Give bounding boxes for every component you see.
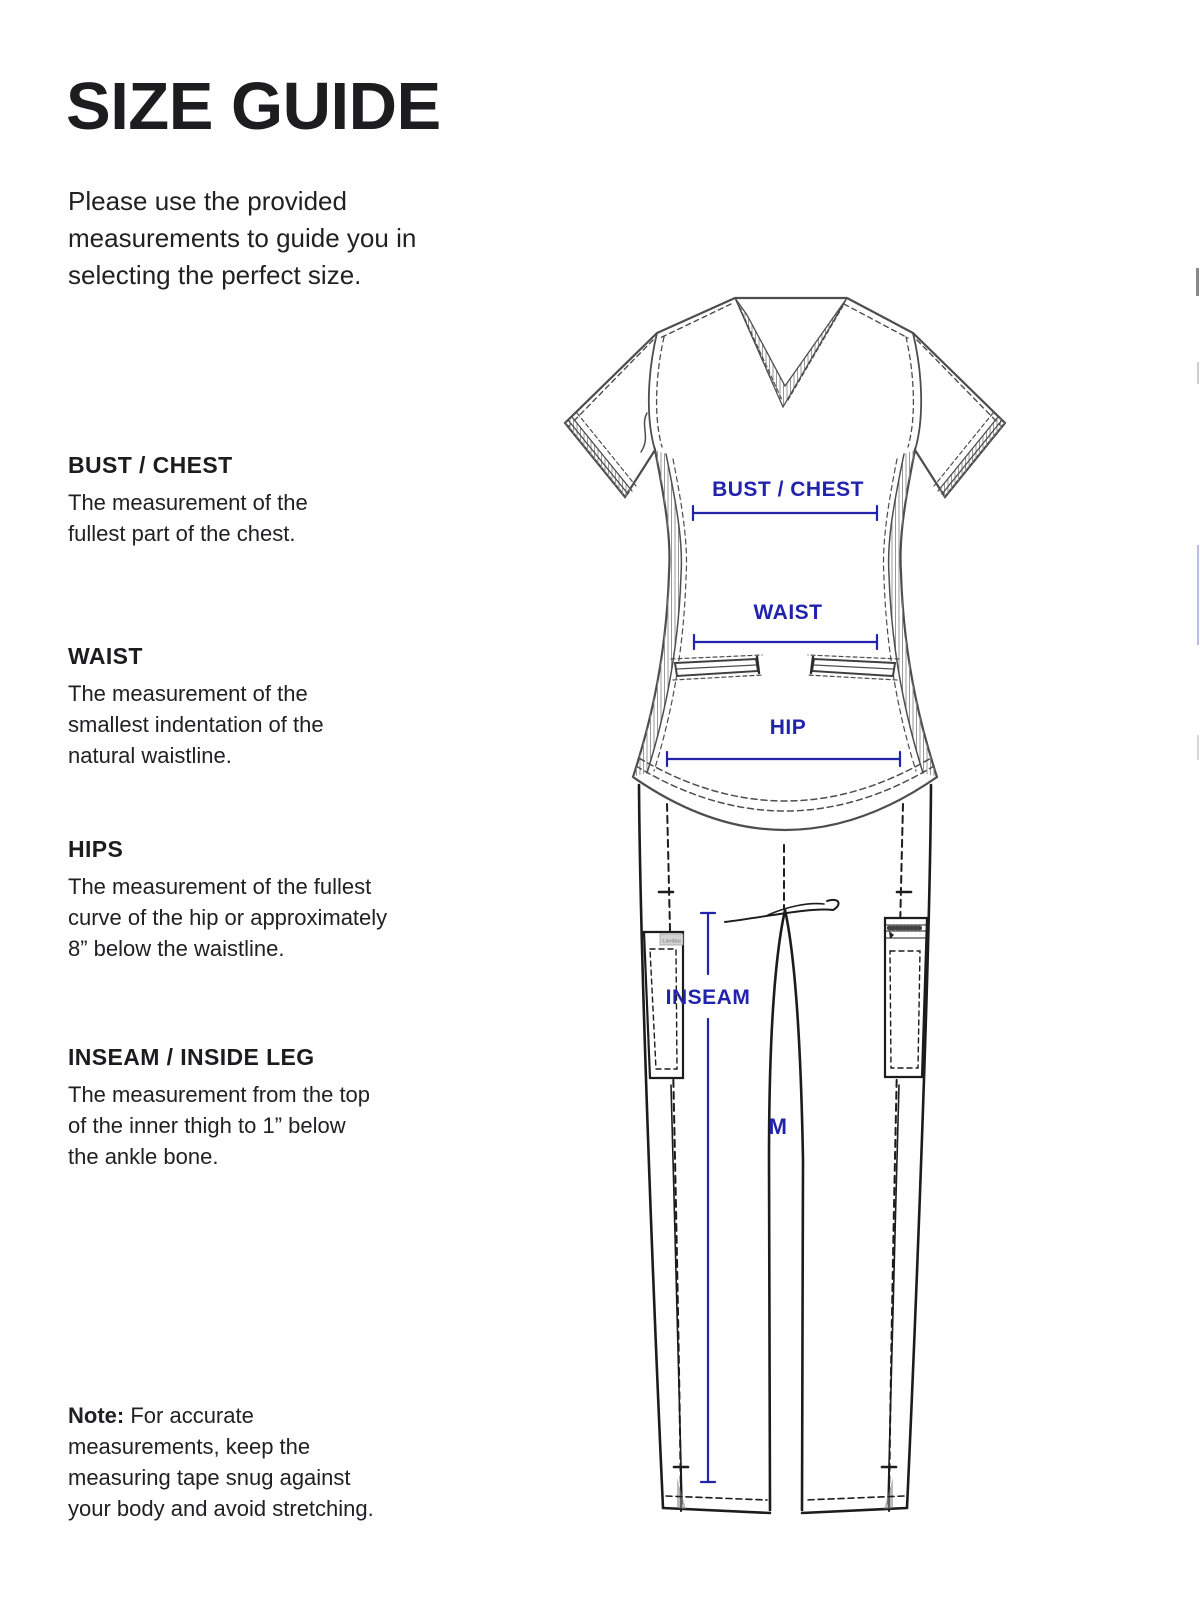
scrub-pants-drawing <box>639 785 931 1513</box>
note-line: your body and avoid stretching. <box>68 1496 374 1521</box>
section-body-line: The measurement from the top <box>68 1082 371 1107</box>
brand-tag: Landau <box>662 938 681 945</box>
page-title: SIZE GUIDE <box>66 69 441 144</box>
intro-line: measurements to guide you in <box>68 223 417 253</box>
note-line <box>68 1400 508 1431</box>
section-body-line: fullest part of the chest. <box>68 521 296 546</box>
section-inseam <box>68 1044 508 1172</box>
right-edge-artifact <box>1196 268 1199 296</box>
section-body-line: The measurement of the <box>68 681 308 706</box>
right-edge-artifact <box>1197 362 1199 384</box>
section-heading: HIPS <box>68 836 124 862</box>
hip-measure-label: HIP <box>769 716 807 739</box>
scrubs-technical-sketch <box>520 270 1020 1540</box>
section-body-line: curve of the hip or approximately <box>68 905 388 930</box>
note-text: For accurate <box>130 1403 254 1428</box>
section-heading: WAIST <box>68 643 143 669</box>
section-waist <box>68 643 508 771</box>
bust-measure-label: BUST / CHEST <box>712 478 864 501</box>
note-block <box>68 1400 508 1524</box>
section-body-line: The measurement of the fullest <box>68 874 372 899</box>
right-hem <box>802 1467 907 1513</box>
section-body-line: 8” below the waistline. <box>68 936 285 961</box>
intro-line: selecting the perfect size. <box>68 260 362 290</box>
size-label: M <box>768 1114 788 1139</box>
right-edge-artifact <box>1197 545 1199 645</box>
right-cargo-pocket <box>885 918 927 1077</box>
section-body-line: smallest indentation of the <box>68 712 324 737</box>
note-line: measurements, keep the <box>68 1434 311 1459</box>
intro-line: Please use the provided <box>68 186 347 216</box>
scrub-top-drawing <box>565 298 1005 830</box>
section-bust-chest <box>68 452 508 549</box>
section-body-line: of the inner thigh to 1” below <box>68 1113 346 1138</box>
section-body-line: the ankle bone. <box>68 1144 219 1169</box>
section-hips <box>68 836 508 964</box>
waist-measure-label: WAIST <box>753 601 823 624</box>
note-line: measuring tape snug against <box>68 1465 351 1490</box>
section-heading: BUST / CHEST <box>68 452 233 478</box>
section-heading: INSEAM / INSIDE LEG <box>68 1044 315 1070</box>
intro-paragraph <box>68 183 416 294</box>
section-body-line: The measurement of the <box>68 490 308 515</box>
section-body-line: natural waistline. <box>68 743 232 768</box>
right-edge-artifact <box>1197 735 1199 760</box>
note-label: Note: <box>68 1403 125 1428</box>
left-hem <box>663 1467 770 1513</box>
size-diagram <box>520 270 1020 1540</box>
inseam-measure-label: INSEAM <box>665 986 751 1009</box>
